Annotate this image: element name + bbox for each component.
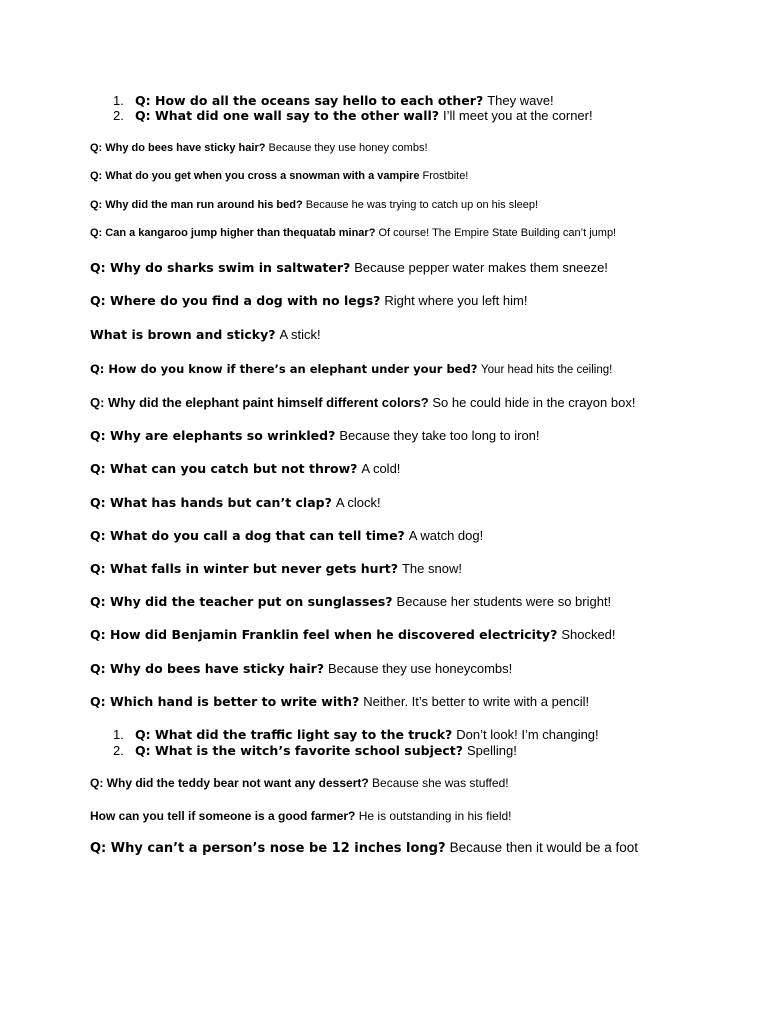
question-text: Q: Why did the elephant paint himself different colors? [90, 395, 429, 410]
answer-text: Spelling! [466, 743, 517, 758]
joke-line [90, 260, 608, 276]
question-text: Q: What did the traffic light say to the truck? [135, 727, 453, 742]
joke-line [90, 395, 635, 411]
question-text: Q: Why do bees have sticky hair? [90, 661, 325, 676]
joke-line [90, 141, 428, 155]
joke-line [90, 198, 538, 212]
answer-text: He is outstanding in his field! [358, 809, 512, 823]
joke-line [90, 169, 468, 183]
answer-text: Because they take too long to iron! [339, 428, 540, 443]
answer-text: Your head hits the ceiling! [481, 364, 613, 376]
joke-line [90, 428, 540, 444]
joke-line [90, 809, 512, 824]
question-text: Q: What did one wall say to the other wall? [135, 108, 440, 123]
answer-text: A clock! [335, 495, 381, 510]
list-item [135, 743, 517, 759]
question-text: Q: What falls in winter but never gets hurt? [90, 561, 398, 576]
question-text: What is brown and sticky? [90, 327, 276, 342]
joke-line [90, 594, 611, 610]
question-text: Q: How did Benjamin Franklin feel when he discovered electricity? [90, 627, 558, 642]
answer-text: Shocked! [561, 627, 616, 642]
answer-text: Because then it would be a foot [449, 840, 639, 855]
joke-line [90, 561, 462, 577]
list-number: 2. [113, 743, 124, 758]
question-text: Q: What do you call a dog that can tell time? [90, 528, 405, 543]
answer-text: Don’t look! I’m changing! [456, 727, 599, 742]
question-text: Q: Where do you find a dog with no legs? [90, 293, 381, 308]
list-number: 2. [113, 108, 124, 123]
question-text: Q: Can a kangaroo jump higher than thequatab minar? [90, 227, 376, 239]
question-text: Q: Why can’t a person’s nose be 12 inches long? [90, 841, 446, 856]
answer-text: A cold! [361, 461, 401, 476]
answer-text: Because she was stuffed! [372, 776, 509, 790]
question-text: Q: What do you get when you cross a snowman with a vampire [90, 170, 420, 182]
list-item [135, 93, 554, 109]
answer-text: Because they use honey combs! [268, 142, 428, 154]
question-text: Q: What has hands but can’t clap? [90, 495, 332, 510]
answer-text: Because pepper water makes them sneeze! [354, 260, 608, 275]
question-text: Q: What can you catch but not throw? [90, 461, 358, 476]
answer-text: Neither. It’s better to write with a pencil! [363, 694, 590, 709]
answer-text: So he could hide in the crayon box! [432, 395, 636, 410]
joke-line [90, 461, 400, 477]
joke-line [90, 327, 321, 343]
joke-line [90, 528, 483, 544]
answer-text: Because he was trying to catch up on his sleep! [305, 199, 539, 211]
joke-line [90, 293, 527, 309]
joke-line [90, 627, 616, 643]
question-text: Q: How do you know if there’s an elephant under your bed? [90, 362, 478, 376]
question-text: Q: Why do bees have sticky hair? [90, 142, 266, 154]
joke-line [90, 661, 512, 677]
question-text: Q: Which hand is better to write with? [90, 694, 360, 709]
list-number: 1. [113, 93, 124, 108]
answer-text: A stick! [279, 327, 321, 342]
answer-text: Frostbite! [422, 170, 469, 182]
list-item [135, 108, 593, 124]
answer-text: A watch dog! [408, 528, 484, 543]
question-text: Q: Why did the man run around his bed? [90, 199, 303, 211]
answer-text: They wave! [487, 93, 554, 108]
question-text: Q: What is the witch’s favorite school subject? [135, 743, 463, 758]
answer-text: Because they use honeycombs! [328, 661, 513, 676]
list-number: 1. [113, 727, 124, 742]
question-text: Q: Why do sharks swim in saltwater? [90, 260, 351, 275]
answer-text: I’ll meet you at the corner! [443, 108, 593, 123]
answer-text: Of course! The Empire State Building can’t jump! [378, 227, 617, 239]
joke-line [90, 495, 381, 511]
joke-line [90, 694, 589, 710]
question-text: Q: Why are elephants so wrinkled? [90, 428, 336, 443]
joke-line [90, 840, 638, 857]
question-text: Q: Why did the teacher put on sunglasses? [90, 594, 393, 609]
joke-line [90, 776, 509, 791]
answer-text: Because her students were so bright! [396, 594, 612, 609]
question-text: How can you tell if someone is a good farmer? [90, 809, 356, 823]
answer-text: Right where you left him! [384, 293, 528, 308]
list-item [135, 727, 599, 743]
answer-text: The snow! [401, 561, 462, 576]
question-text: Q: Why did the teddy bear not want any dessert? [90, 776, 369, 790]
joke-line [90, 361, 612, 378]
joke-line [90, 226, 616, 240]
question-text: Q: How do all the oceans say hello to each other? [135, 93, 484, 108]
